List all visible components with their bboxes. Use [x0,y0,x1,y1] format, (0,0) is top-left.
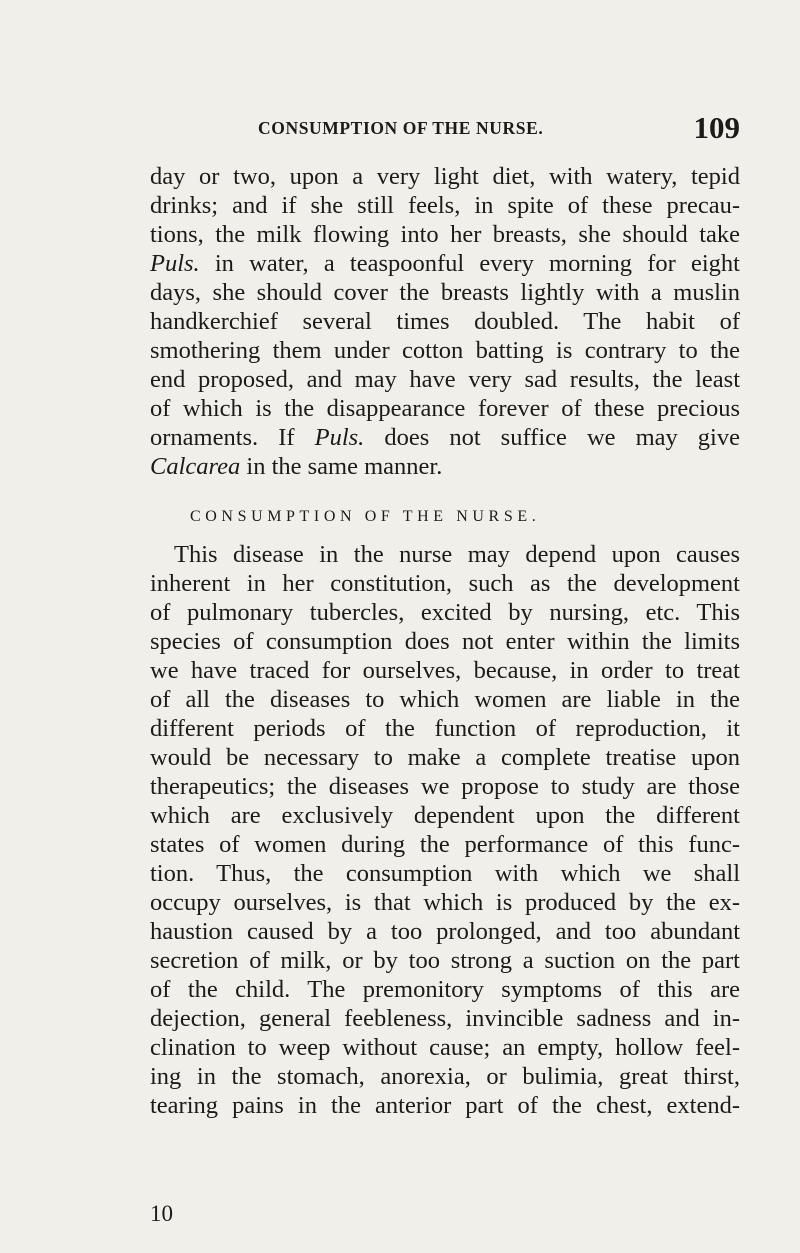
paragraph-1-line: day or two, upon a very light diet, with watery, tepid [150,163,740,190]
paragraph-1-line: end proposed, and may have very sad results, the least [150,366,740,393]
section-heading: CONSUMPTION OF THE NURSE. [190,508,541,525]
paragraph-2-line: species of consumption does not enter within the limits [150,628,740,655]
paragraph-2-line: tearing pains in the anterior part of the chest, extend- [150,1092,740,1119]
paragraph-2-line: haustion caused by a too prolonged, and too abundant [150,918,740,945]
paragraph-1-line [150,249,740,278]
paragraph-2-line: clination to weep without cause; an empty, hollow feel- [150,1034,740,1061]
running-title: CONSUMPTION OF THE NURSE. [258,118,544,138]
paragraph-2-line: This disease in the nurse may depend upon causes [174,541,740,568]
paragraph-2-line: tion. Thus, the consumption with which we shall [150,860,740,887]
paragraph-2-line: would be necessary to make a complete treatise upon [150,744,740,771]
signature-mark: 10 [150,1201,173,1226]
paragraph-2-line: dejection, general feebleness, invincible sadness and in- [150,1005,740,1032]
paragraph-1 [150,162,740,481]
paragraph-1-line: drinks; and if she still feels, in spite of these precau- [150,192,740,219]
line-text: ornaments. If [150,424,315,451]
line-text: in the same manner. [240,453,443,480]
paragraph-2 [150,540,740,1120]
paragraph-1-line: tions, the milk flowing into her breasts, she should take [150,221,740,248]
paragraph-1-line: handkerchief several times doubled. The habit of [150,308,740,335]
paragraph-1-line [150,423,740,452]
paragraph-2-line: inherent in her constitution, such as the development [150,570,740,597]
remedy-name-puls: Puls. [314,424,365,451]
page-number: 109 [693,110,740,145]
paragraph-2-line: therapeutics; the diseases we propose to study are those [150,773,740,800]
paragraph-2-line: we have traced for ourselves, because, in order to treat [150,657,740,684]
remedy-name-calcarea: Calcarea [150,453,241,480]
paragraph-1-line: smothering them under cotton batting is contrary to the [150,337,740,364]
running-head [150,110,740,145]
paragraph-2-line: of all the diseases to which women are liable in the [150,686,740,713]
paragraph-1-line [150,452,740,481]
paragraph-2-line: which are exclusively dependent upon the different [150,802,740,829]
paragraph-2-line: different periods of the function of reproduction, it [150,715,740,742]
paragraph-1-line: days, she should cover the breasts lightly with a muslin [150,279,740,306]
paragraph-2-line: occupy ourselves, is that which is produced by the ex- [150,889,740,916]
paragraph-2-line: states of women during the performance of this func- [150,831,740,858]
paragraph-2-line: of the child. The premonitory symptoms of this are [150,976,740,1003]
paragraph-2-line: of pulmonary tubercles, excited by nursing, etc. This [150,599,740,626]
paragraph-1-line: of which is the disappearance forever of these precious [150,395,740,422]
line-text: does not suffice we may give [364,424,740,451]
paragraph-2-line: secretion of milk, or by too strong a suction on the part [150,947,740,974]
line-text: in water, a teaspoonful every morning for eight [199,250,740,277]
paragraph-2-line: ing in the stomach, anorexia, or bulimia, great thirst, [150,1063,740,1090]
remedy-name-puls: Puls. [150,250,200,277]
